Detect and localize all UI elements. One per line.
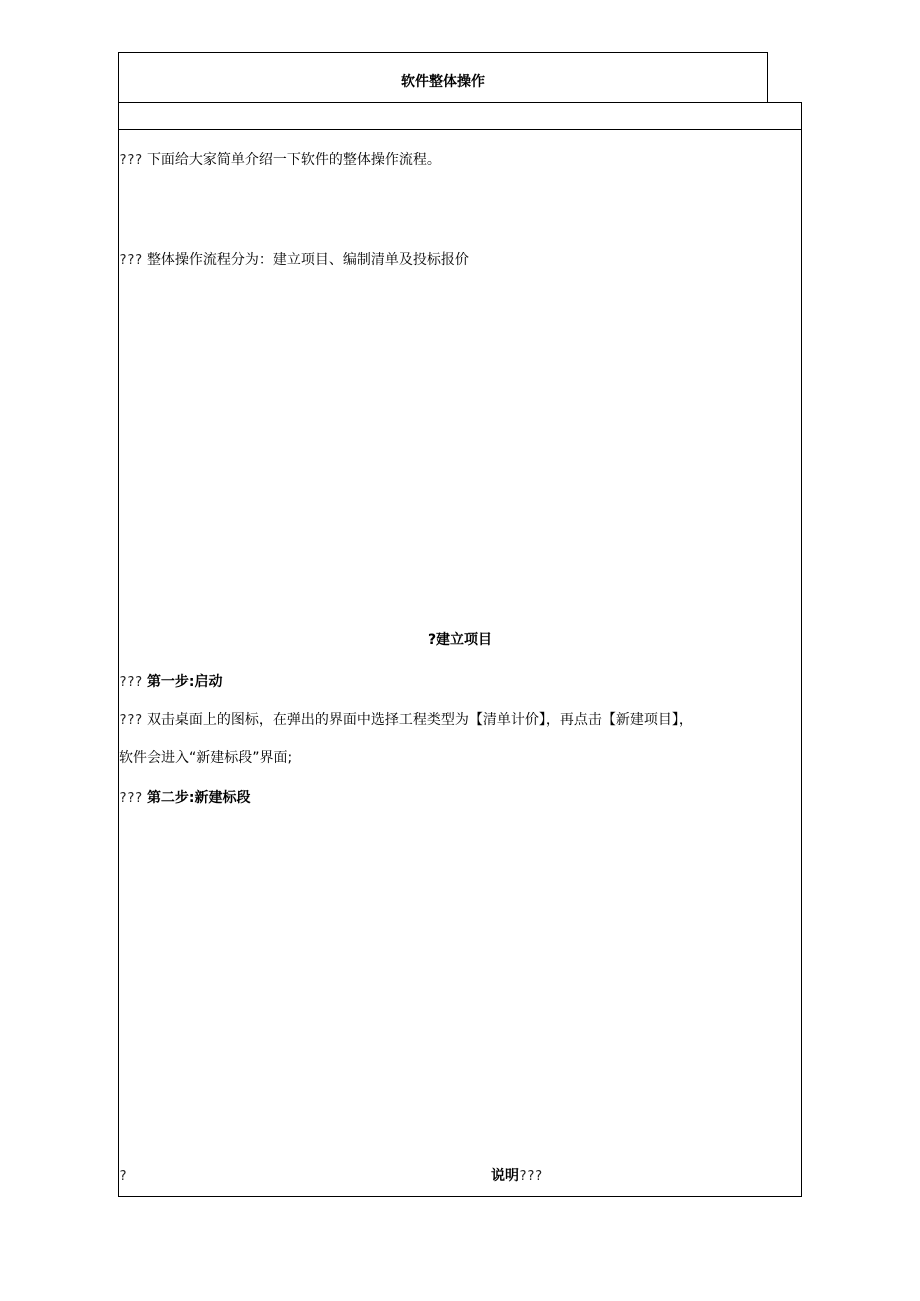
step2-line [119, 789, 251, 808]
footer-left-mark: ? [119, 1169, 127, 1184]
intro-prefix: ??? [119, 153, 143, 168]
step1-label: 第一步:启动 [146, 674, 223, 690]
step1-desc-line [119, 711, 693, 730]
footer-label: 说明 [491, 1168, 519, 1184]
step1-line [119, 673, 223, 692]
header-strip [118, 102, 802, 130]
step1-desc-continuation: 软件会进入“新建标段”界面; [119, 750, 293, 766]
footer-suffix: ??? [519, 1169, 543, 1184]
step1-desc-text: 双击桌面上的图标，在弹出的界面中选择工程类型为【清单计价】，再点击【新建项目】， [146, 712, 693, 728]
document-title: 软件整体操作 [401, 74, 485, 90]
content-box [118, 129, 802, 1197]
step1-desc-prefix: ??? [119, 713, 143, 728]
title-box [118, 52, 768, 103]
step1-prefix: ??? [119, 675, 143, 690]
flow-line [119, 251, 469, 270]
step2-label: 第二步:新建标段 [146, 790, 251, 806]
intro-text: 下面给大家简单介绍一下软件的整体操作流程。 [146, 152, 441, 168]
flow-prefix: ??? [119, 253, 143, 268]
footer-caption [491, 1167, 542, 1186]
step2-prefix: ??? [119, 791, 143, 806]
flow-text: 整体操作流程分为：建立项目、编制清单及投标报价 [146, 252, 469, 268]
intro-line [119, 151, 441, 170]
section-heading: ?建立项目 [427, 632, 493, 648]
